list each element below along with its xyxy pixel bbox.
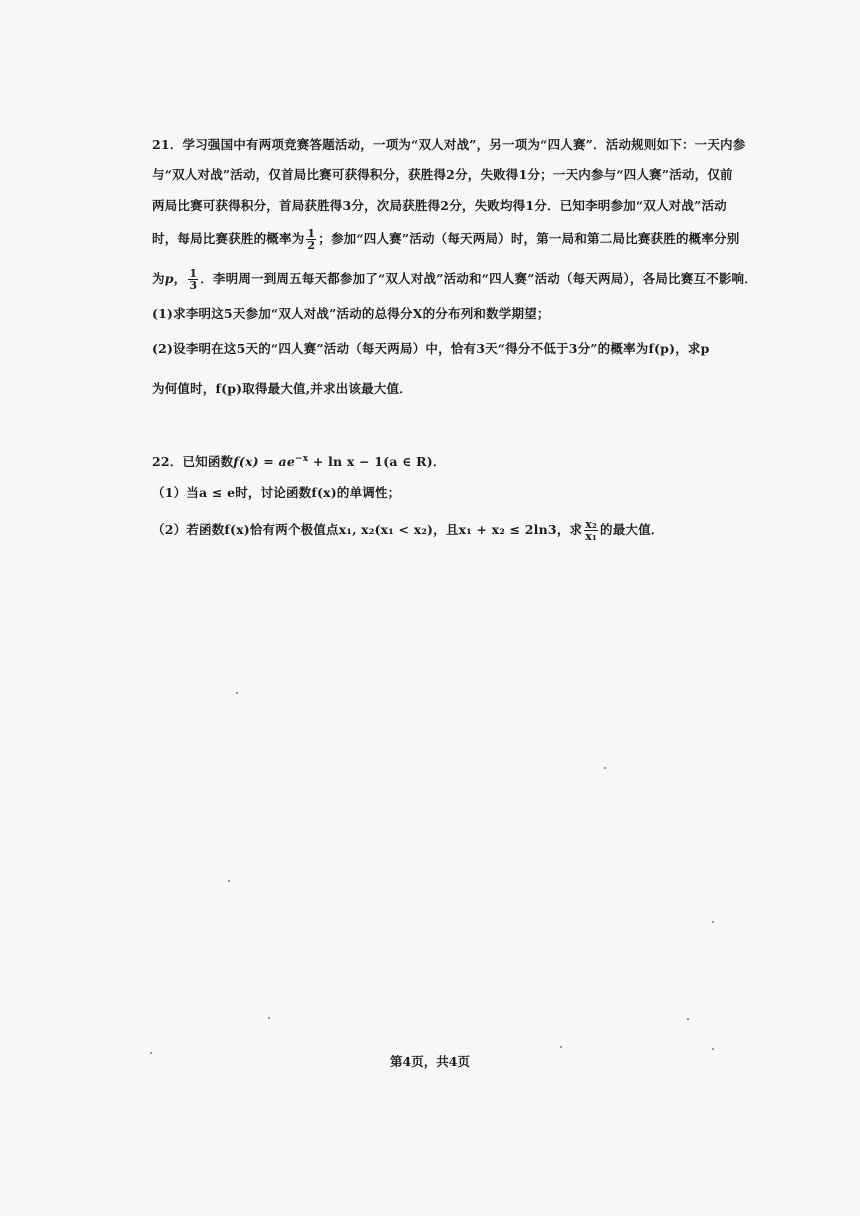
scan-speck (687, 1018, 689, 1020)
fraction-denominator: 2 (307, 239, 316, 252)
comma: ， (173, 271, 187, 286)
q22-stem-prefix: 22．已知函数 (152, 454, 234, 469)
fraction-numerator: 1 (189, 267, 198, 280)
q21-line-5-rest: ．李明周一到周五每天都参加了“双人对战”活动和“四人赛”活动（每天两局），各局比赛互不影响． (200, 271, 757, 286)
q22-function: f(x) = ae (233, 454, 295, 469)
fraction-one-third (188, 268, 198, 291)
q22-part-1: （1）当a ≤ e时，讨论函数f(x)的单调性； (152, 485, 401, 500)
page-footer: 第4页，共4页 (390, 1054, 470, 1069)
scan-speck (150, 1052, 152, 1054)
scan-speck (712, 1048, 714, 1050)
q21-line-4 (152, 228, 762, 251)
fraction-numerator: 1 (307, 227, 316, 240)
q21-part-2-line-2: 为何值时，f(p)取得最大值,并求出该最大值． (152, 381, 412, 396)
scan-speck (228, 880, 230, 882)
scan-speck (604, 767, 606, 769)
fraction-x2-over-x1 (584, 519, 598, 542)
q21-line-1: 21．学习强国中有两项竞赛答题活动，一项为“双人对战”，另一项为“四人赛”．活动规则如下：一天内参 (152, 137, 746, 152)
q21-line-4-rest: ；参加“四人赛”活动（每天两局）时，第一局和第二局比赛获胜的概率分别 (318, 231, 740, 246)
variable-p: p (164, 271, 174, 286)
q21-line-3: 两局比赛可获得积分，首局获胜得3分，次局获胜得2分，失败均得1分．已知李明参加“双人对战”活动 (152, 198, 727, 213)
q21-line-2: 与“双人对战”活动，仅首局比赛可获得积分，获胜得2分，失败得1分；一天内参与“四人赛”活动，仅前 (152, 167, 733, 182)
q21-part-1: (1)求李明这5天参加“双人对战”活动的总得分X的分布列和数学期望； (152, 306, 550, 321)
q21-line-5-prefix: 为 (152, 271, 165, 286)
scan-speck (712, 921, 714, 923)
fraction-denominator: x₁ (585, 530, 597, 543)
fraction-one-half (306, 228, 316, 251)
q22-stem-rest: + ln x − 1(a ∈ R)． (308, 454, 446, 469)
q22-stem (152, 450, 762, 471)
fraction-numerator: x₂ (585, 518, 597, 531)
scan-speck (268, 1017, 270, 1019)
q22-part-2-rest: 的最大值． (600, 522, 664, 537)
scan-speck (560, 1046, 562, 1048)
fraction-denominator: 3 (189, 279, 198, 292)
q21-part-2-line-1: (2)设李明在这5天的“四人赛”活动（每天两局）中，恰有3天“得分不低于3分”的概率为f(p)，求p (152, 341, 710, 356)
scan-speck (236, 692, 238, 694)
q22-exponent: −x (295, 454, 309, 464)
q21-line-5 (152, 268, 762, 291)
q21-line-4-text: 时，每局比赛获胜的概率为 (152, 231, 305, 246)
q22-part-2-text: （2）若函数f(x)恰有两个极值点x₁, x₂(x₁ < x₂)，且x₁ + x₂ ≤ 2ln3，求 (152, 522, 583, 537)
q22-part-2 (152, 519, 762, 542)
